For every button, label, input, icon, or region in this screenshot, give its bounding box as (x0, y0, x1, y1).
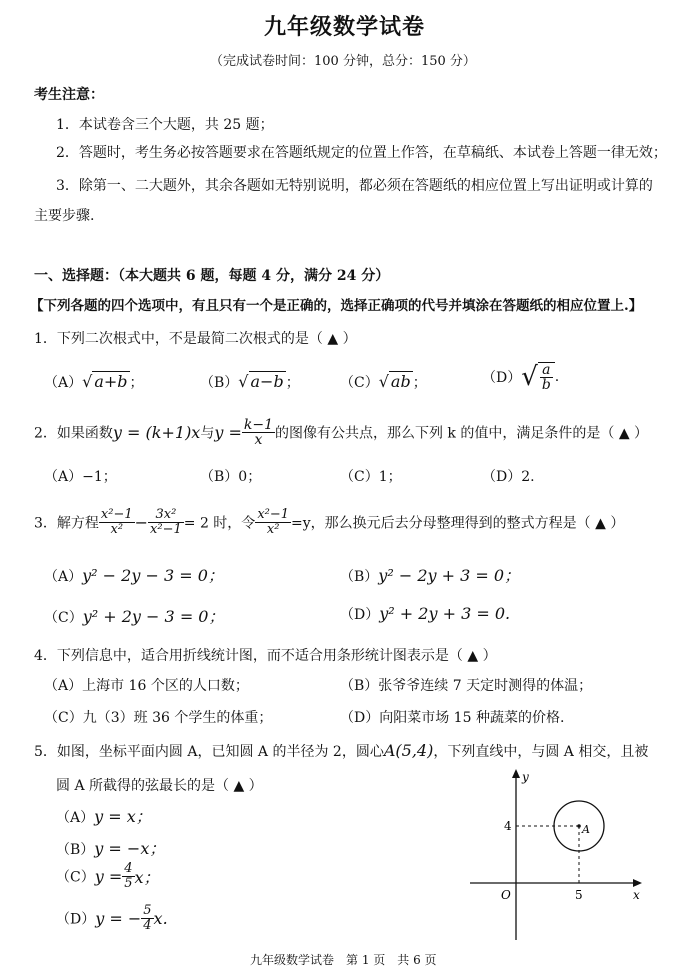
q1-option-d: （D）√ $\frac{a}{b}$ . (482, 362, 560, 393)
notice-item-2: 2．答题时，考生务必按答题要求在答题纸规定的位置上作答，在草稿纸、本试卷上答题一律无效； (56, 145, 667, 161)
q5-stem-line-1 (34, 741, 648, 761)
q4-option-a: （A）上海市 16 个区的人口数； (44, 678, 249, 694)
q3-option-a (44, 563, 224, 586)
q5-option-a-math: y = x； (94, 807, 152, 826)
q3-option-c-label: （C） (44, 610, 83, 626)
q3-option-d (340, 604, 510, 624)
q3-post: =y，那么换元后去分母整理得到的整式方程是（ ▲ ） (291, 515, 625, 532)
origin-label: O (501, 888, 511, 902)
q5-line1-post: ，下列直线中，与圆 A 相交，且被 (433, 744, 649, 760)
q3-option-a-label: （A） (44, 569, 83, 585)
section-title: 一、选择题：（本大题共 6 题，每题 4 分，满分 24 分） (34, 268, 390, 284)
q5-option-d-pre: y = − (95, 909, 142, 928)
q5-option-c-label: （C） (56, 869, 95, 886)
q1-option-d-num: a (540, 363, 553, 378)
center-label: A (582, 823, 590, 836)
x-tick-label: 5 (575, 888, 583, 902)
q4-option-d: （D）向阳菜市场 15 种蔬菜的价格. (340, 710, 565, 726)
q1-option-c-tail: ； (412, 375, 427, 391)
q3-stem (34, 508, 624, 537)
q1-option-b: （B）√ a−b ； (200, 372, 300, 391)
q5-option-b (56, 836, 165, 859)
y-axis-arrow (512, 769, 520, 778)
q5-center-point: A(5,4) (383, 741, 434, 760)
q3-frac3-den: x² (266, 522, 280, 537)
q2-stem (34, 418, 648, 447)
q5-option-c (56, 862, 160, 891)
notice-item-3-cont: 主要步骤. (34, 208, 95, 224)
q2-function-1: y = (k+1)x (112, 423, 201, 442)
q1-option-b-radicand: a−b (250, 372, 284, 391)
q2-function-2-lhs: y = (214, 423, 242, 442)
q3-option-b (340, 563, 520, 586)
q5-option-c-den: 5 (124, 876, 133, 891)
q1-option-d-tail: . (554, 369, 560, 385)
q1-option-b-label: （B） (200, 375, 239, 391)
q5-line1-pre: 5．如图，坐标平面内圆 A，已知圆 A 的半径为 2，圆心 (34, 744, 384, 760)
q5-stem-line-2: 圆 A 所截得的弦最长的是（ ▲ ） (56, 778, 263, 794)
q5-option-d-num: 5 (143, 903, 152, 918)
section-instruction: 【下列各题的四个选项中，有且只有一个是正确的，选择正确项的代号并填涂在答题纸的相应位置上.】 (30, 298, 643, 314)
y-tick-label: 4 (504, 819, 512, 833)
x-axis-label: x (633, 888, 640, 902)
q3-frac2-den: x²−1 (150, 522, 182, 537)
q2-function-2-num: k−1 (243, 417, 273, 433)
q5-option-b-math: y = −x； (94, 839, 166, 858)
q2-function-2-den: x (254, 432, 263, 448)
q2-option-a: （A）−1； (44, 469, 117, 485)
q5-option-c-post: x； (134, 868, 160, 887)
notice-heading: 考生注意： (34, 87, 104, 103)
q5-option-d-post: x. (153, 909, 168, 928)
page-title: 九年级数学试卷 (264, 14, 426, 40)
y-axis-label: y (522, 770, 529, 784)
q3-pre: 3．解方程 (34, 515, 99, 532)
q5-option-c-num: 4 (124, 861, 133, 876)
q1-option-c-label: （C） (340, 375, 379, 391)
q3-frac3-num: x²−1 (257, 507, 290, 522)
q1-option-a-label: （A） (44, 375, 83, 391)
center-point (577, 824, 581, 828)
q5-option-b-label: （B） (56, 842, 95, 858)
q1-option-c: （C）√ ab ； (340, 372, 427, 391)
q2-option-c: （C）1； (340, 469, 402, 485)
coordinate-figure (470, 765, 650, 945)
notice-item-3: 3．除第一、二大题外，其余各题如无特别说明，都必须在答题纸的相应位置上写出证明或计算的 (56, 178, 653, 194)
q2-option-d: （D）2. (482, 469, 535, 485)
q1-option-b-tail: ； (285, 375, 300, 391)
q3-option-b-label: （B） (340, 569, 379, 585)
q1-option-d-label: （D） (482, 370, 522, 386)
q3-eq: = 2 时，令 (183, 515, 256, 532)
q3-frac1-den: x² (110, 522, 124, 537)
q3-option-c (44, 604, 225, 627)
q5-option-d-den: 4 (143, 918, 152, 933)
q5-option-d (56, 904, 168, 933)
q3-option-c-math: y² + 2y − 3 = 0； (82, 607, 225, 626)
q4-option-c: （C）九（3）班 36 个学生的体重； (44, 710, 273, 726)
q1-stem: 1．下列二次根式中，不是最简二次根式的是（ ▲ ） (34, 331, 357, 347)
q3-minus: − (134, 513, 149, 532)
q2-mid: 与 (200, 425, 215, 442)
q5-option-c-pre: y = (94, 867, 123, 886)
page-footer: 九年级数学试卷 第 1 页 共 6 页 (250, 953, 437, 967)
q2-post: 的图像有公共点，那么下列 k 的值中，满足条件的是（ ▲ ） (274, 425, 649, 442)
q2-pre: 2．如果函数 (34, 425, 113, 442)
q1-option-a-radicand: a+b (94, 372, 128, 391)
q1-option-a: （A）√ a+b ； (44, 372, 144, 391)
q3-option-d-label: （D） (340, 607, 380, 623)
q3-frac1-num: x²−1 (100, 507, 133, 522)
q4-stem: 4．下列信息中，适合用折线统计图，而不适合用条形统计图表示是（ ▲ ） (34, 648, 497, 664)
page-subtitle: （完成试卷时间：100 分钟，总分：150 分） (210, 54, 476, 69)
q4-option-b: （B）张爷爷连续 7 天定时测得的体温； (340, 678, 593, 694)
q2-option-b: （B）0； (200, 469, 262, 485)
q5-option-d-label: （D） (56, 911, 96, 928)
q3-option-d-math: y² + 2y + 3 = 0. (379, 604, 511, 623)
q3-option-a-math: y² − 2y − 3 = 0； (82, 566, 224, 585)
q3-frac2-num: 3x² (148, 508, 184, 523)
q5-option-a-label: （A） (56, 810, 95, 826)
q1-option-d-den: b (541, 377, 551, 393)
notice-item-1: 1．本试卷含三个大题，共 25 题； (56, 117, 274, 133)
q5-option-a (56, 804, 152, 827)
q1-option-a-tail: ； (129, 375, 144, 391)
x-axis-arrow (633, 879, 642, 887)
q3-option-b-math: y² − 2y + 3 = 0； (378, 566, 521, 585)
q1-option-c-radicand: ab (390, 372, 411, 391)
